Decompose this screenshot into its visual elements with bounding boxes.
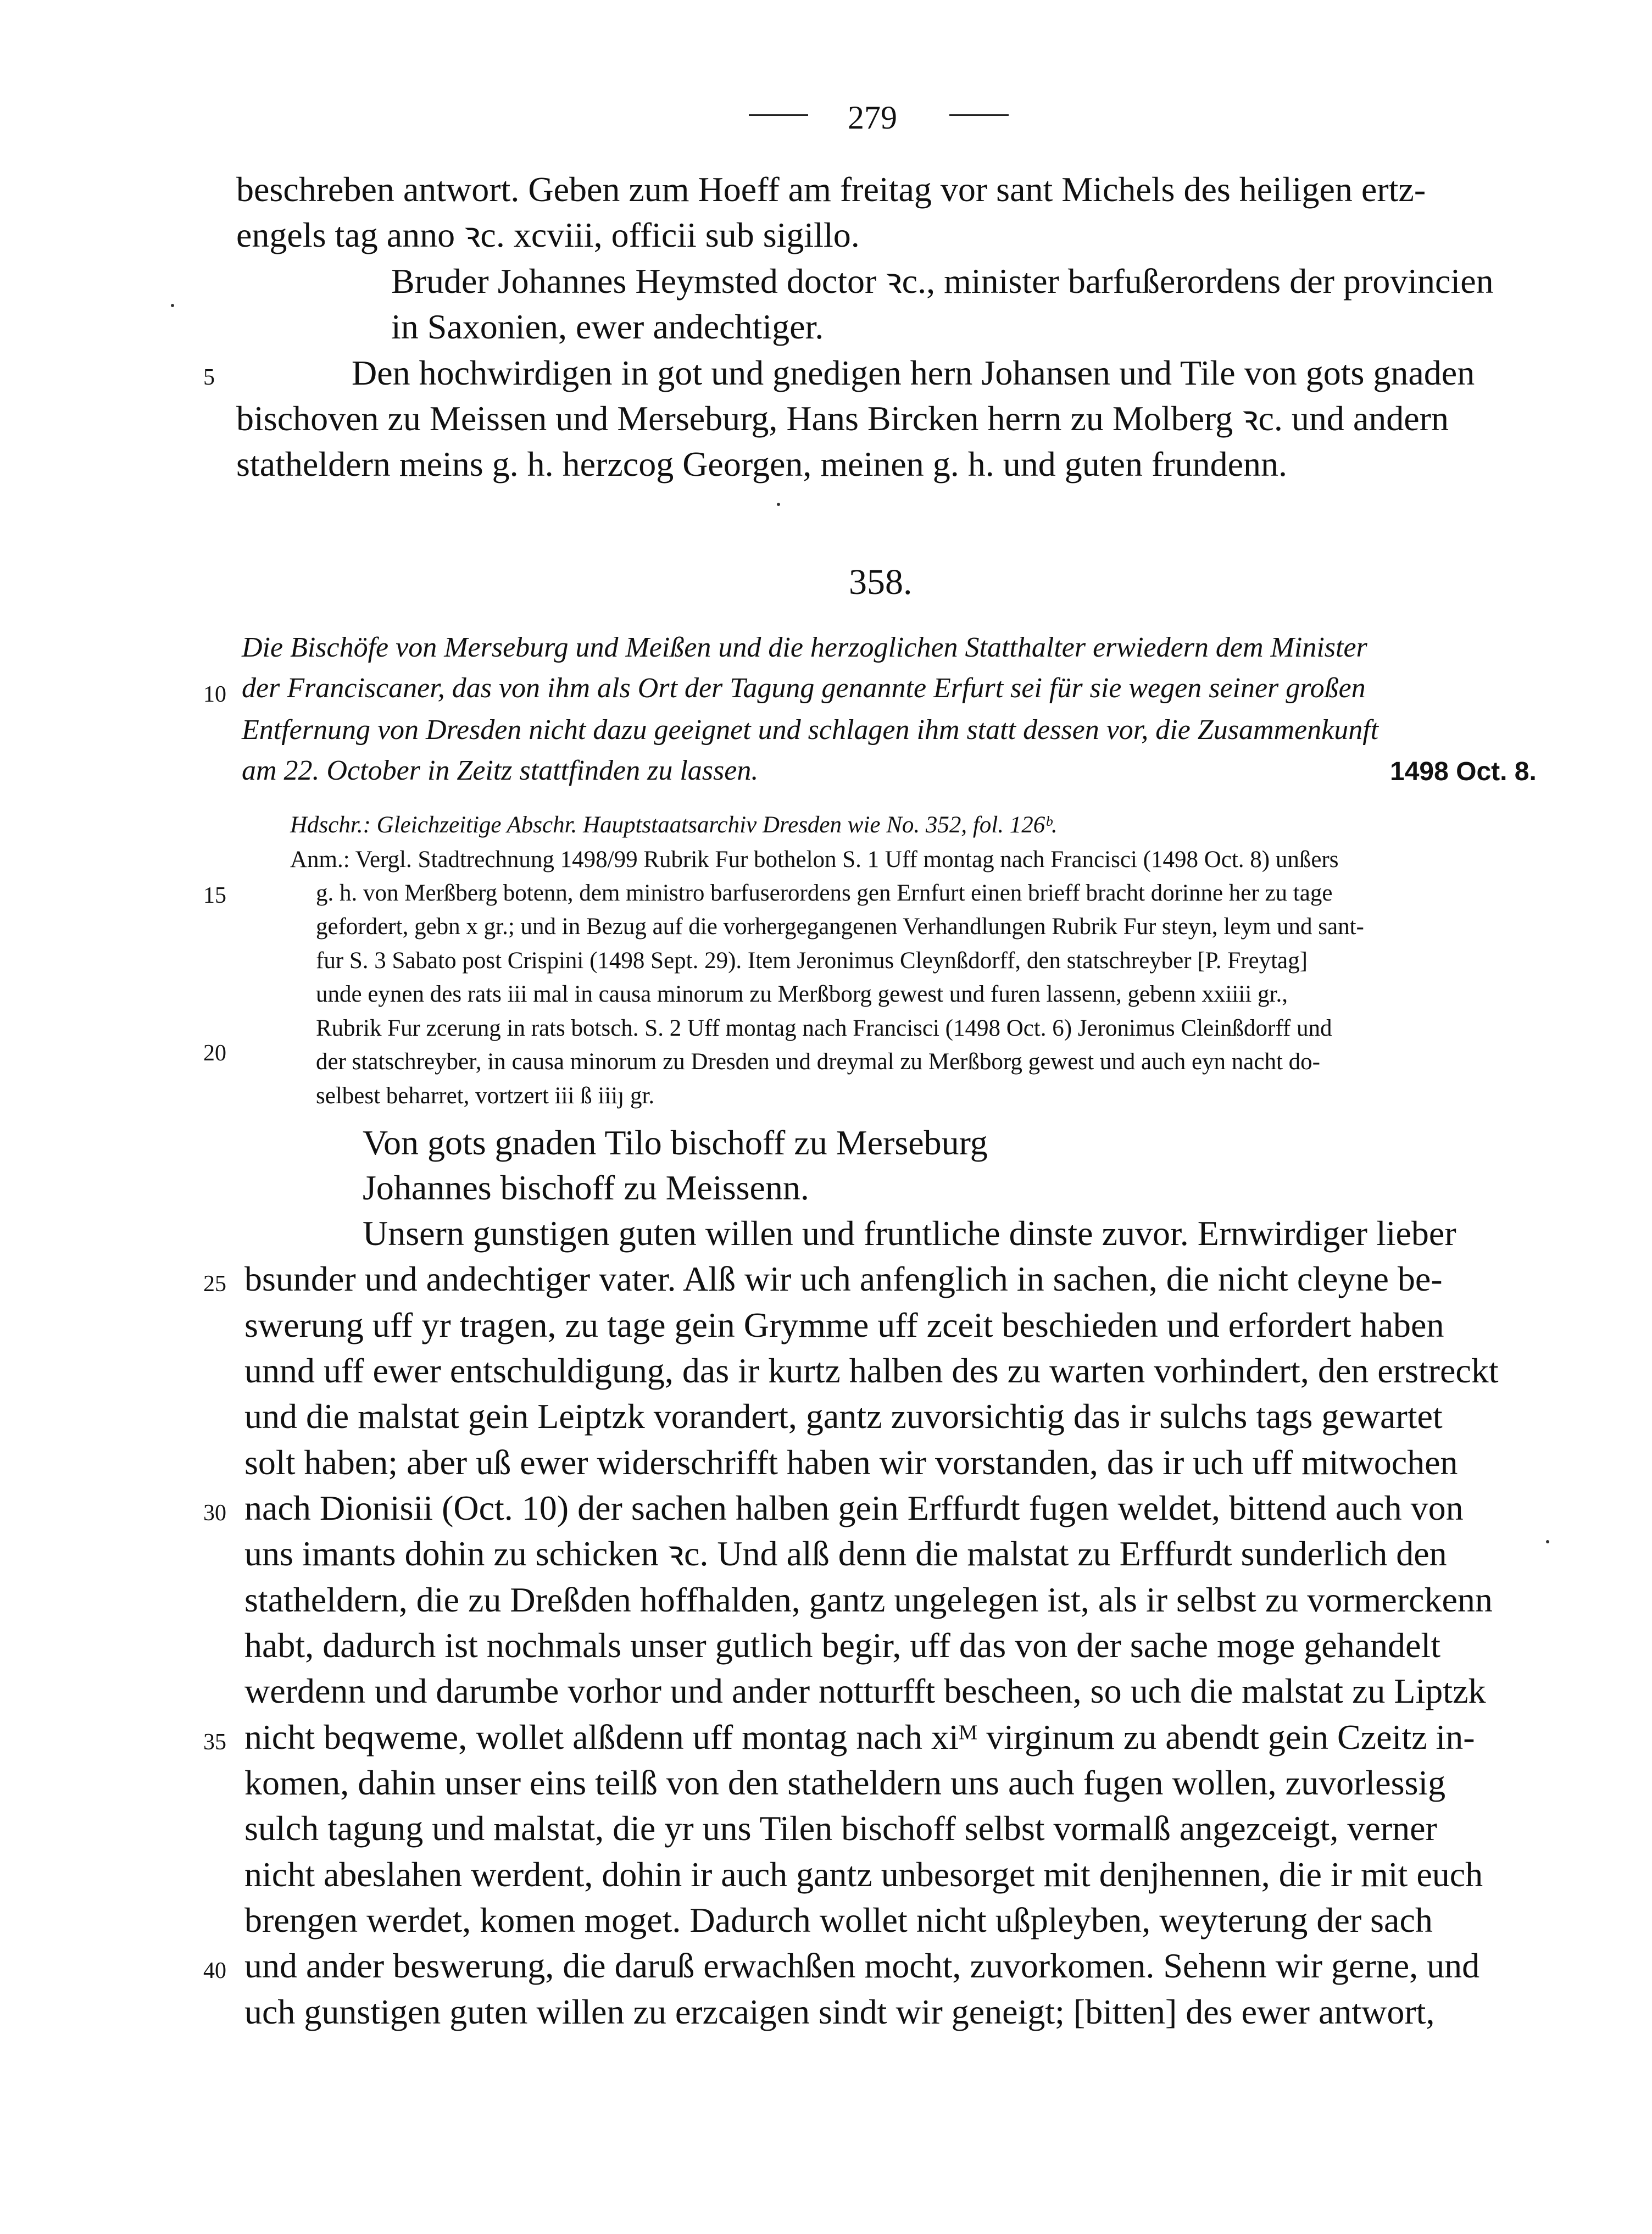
- note-line: Rubrik Fur zcerung in rats botsch. S. 2 Uff montag nach Francisci (1498 Oct. 6) Jeronimus Cleinßdorff und: [316, 1015, 1332, 1041]
- body-line: swerung uff yr tragen, zu tage gein Grymme uff zceit beschieden und erfordert haben: [244, 1305, 1444, 1344]
- letter-sender: Johannes bischoff zu Meissenn.: [363, 1168, 809, 1207]
- letter-sender: Von gots gnaden Tilo bischoff zu Merseburg: [363, 1123, 988, 1162]
- address-line: bischoven zu Meissen und Merseburg, Hans Bircken herrn zu Molberg ꝛc. und andern: [236, 399, 1449, 438]
- summary-line: der Franciscaner, das von ihm als Ort der Tagung genannte Erfurt sei für sie wegen seiner großen: [242, 673, 1366, 704]
- line-number: 25: [203, 1271, 226, 1297]
- signature-line: Bruder Johannes Heymsted doctor ꝛc., minister barfußerordens der provincien: [391, 262, 1494, 301]
- body-line: Unsern gunstigen guten willen und fruntliche dinste zuvor. Ernwirdiger lieber: [363, 1214, 1456, 1253]
- line-number: 40: [203, 1958, 226, 1983]
- line-number: 10: [203, 682, 226, 707]
- note-line: der statschreyber, in causa minorum zu Dresden und dreymal zu Merßborg gewest und auch eyn nacht do-: [316, 1049, 1320, 1075]
- body-line: nicht abeslahen werdent, dohin ir auch gantz unbesorget mit denjhennen, die ir mit euch: [244, 1855, 1483, 1894]
- document-number: 358.: [849, 562, 913, 602]
- note-line: Anm.: Vergl. Stadtrechnung 1498/99 Rubrik Fur bothelon S. 1 Uff montag nach Francisci (1498 Oct. 8) unßers: [290, 847, 1339, 873]
- page-number: 279: [848, 99, 897, 136]
- summary-line: Die Bischöfe von Merseburg und Meißen und die herzoglichen Statthalter erwiedern dem Minister: [242, 632, 1367, 663]
- body-line: nach Dionisii (Oct. 10) der sachen halben gein Erffurdt fugen weldet, bittend auch von: [244, 1488, 1464, 1527]
- note-line: g. h. von Merßberg botenn, dem ministro barfuserordens gen Ernfurt einen brieff bracht dorinne her zu tage: [316, 880, 1333, 906]
- summary-line: Entfernung von Dresden nicht dazu geeignet und schlagen ihm statt dessen vor, die Zusammenkunft: [242, 714, 1379, 746]
- line-number: 20: [203, 1041, 226, 1066]
- address-line: Den hochwirdigen in got und gnedigen hern Johansen und Tile von gots gnaden: [352, 353, 1475, 392]
- body-line: und die malstat gein Leiptzk vorandert, gantz zuvorsichtig das ir sulchs tags gewartet: [244, 1397, 1443, 1436]
- body-line: werdenn und darumbe vorhor und ander notturfft bescheen, so uch die malstat zu Liptzk: [244, 1671, 1486, 1710]
- header-rule-left: [749, 114, 808, 116]
- body-line: habt, dadurch ist nochmals unser gutlich begir, uff das von der sache moge gehandelt: [244, 1626, 1440, 1665]
- header-rule-right: [949, 114, 1009, 116]
- body-line: nicht beqweme, wollet alßdenn uff montag nach xiᴹ virginum zu abendt gein Czeitz in-: [244, 1718, 1475, 1757]
- line-number: 35: [203, 1730, 226, 1755]
- line-number: 5: [203, 365, 215, 390]
- summary-line: am 22. October in Zeitz stattfinden zu lassen.: [242, 755, 759, 786]
- note-line: fur S. 3 Sabato post Crispini (1498 Sept. 29). Item Jeronimus Cleynßdorff, den statschreyber [P. Freytag]: [316, 948, 1308, 974]
- scan-speck: [171, 304, 174, 307]
- body-line: statheldern, die zu Dreßden hoffhalden, gantz ungelegen ist, als ir selbst zu vormerckenn: [244, 1580, 1493, 1619]
- note-line: selbest beharret, vortzert iii ß iiiȷ gr.: [316, 1083, 655, 1109]
- body-line: solt haben; aber uß ewer widerschrifft haben wir vorstanden, das ir uch uff mitwochen: [244, 1443, 1458, 1482]
- body-line: bsunder und andechtiger vater. Alß wir uch anfenglich in sachen, die nicht cleyne be-: [244, 1259, 1443, 1298]
- signature-line: in Saxonien, ewer andechtiger.: [391, 307, 824, 346]
- note-line: Hdschr.: Gleichzeitige Abschr. Hauptstaatsarchiv Dresden wie No. 352, fol. 126ᵇ.: [290, 812, 1058, 838]
- note-line: unde eynen des rats iii mal in causa minorum zu Merßborg gewest und furen lassenn, gebenn xxiiii gr.,: [316, 981, 1288, 1007]
- text-line: engels tag anno ꝛc. xcviii, officii sub sigillo.: [236, 215, 860, 254]
- body-line: uns imants dohin zu schicken ꝛc. Und alß denn die malstat zu Erffurdt sunderlich den: [244, 1534, 1447, 1573]
- note-line: gefordert, gebn x gr.; und in Bezug auf die vorhergegangenen Verhandlungen Rubrik Fur steyn, leym und sant-: [316, 914, 1364, 940]
- body-line: uch gunstigen guten willen zu erzcaigen sindt wir geneigt; [bitten] des ewer antwort,: [244, 1992, 1435, 2031]
- body-line: sulch tagung und malstat, die yr uns Tilen bischoff selbst vormalß angezceigt, verner: [244, 1809, 1437, 1848]
- scan-speck: [777, 503, 780, 506]
- address-line: statheldern meins g. h. herzcog Georgen, meinen g. h. und guten frundenn.: [236, 444, 1287, 484]
- document-date: 1498 Oct. 8.: [1390, 757, 1537, 786]
- line-number: 30: [203, 1501, 226, 1526]
- body-line: unnd uff ewer entschuldigung, das ir kurtz halben des zu warten vorhindert, den erstreckt: [244, 1351, 1499, 1390]
- scan-speck: [1546, 1540, 1549, 1543]
- body-line: komen, dahin unser eins teilß von den statheldern uns auch fugen wollen, zuvorlessig: [244, 1763, 1446, 1802]
- text-line: beschreben antwort. Geben zum Hoeff am freitag vor sant Michels des heiligen ertz-: [236, 170, 1426, 209]
- body-line: und ander beswerung, die daruß erwachßen mocht, zuvorkomen. Sehenn wir gerne, und: [244, 1946, 1480, 1985]
- line-number: 15: [203, 883, 226, 908]
- body-line: brengen werdet, komen moget. Dadurch wollet nicht ußpleyben, weyterung der sach: [244, 1900, 1433, 1940]
